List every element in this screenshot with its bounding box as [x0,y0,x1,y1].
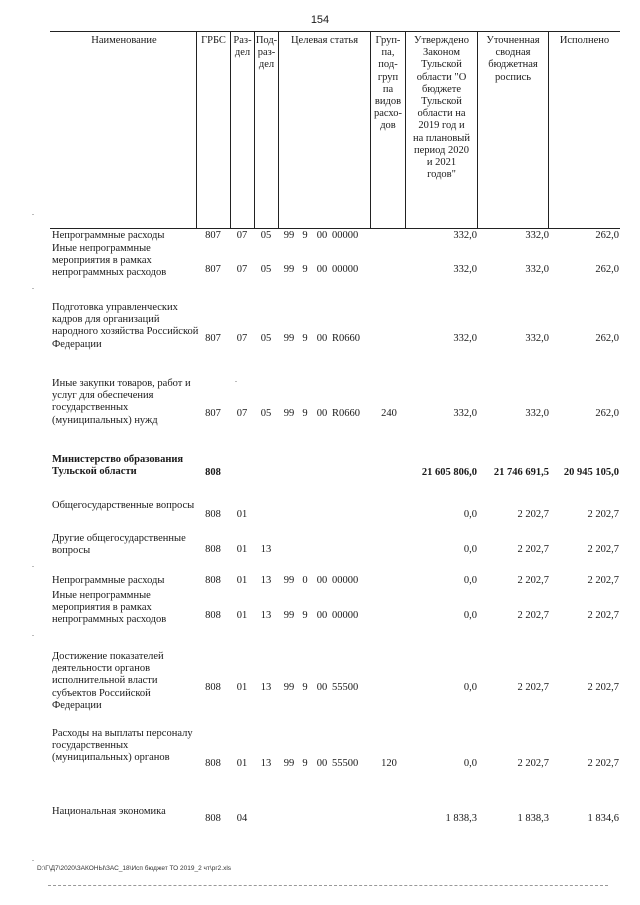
header-razdel: Раз- дел [233,35,252,59]
page-number: 154 [310,14,330,26]
row-podrazdel: 13 [260,610,272,621]
row-refined: 2 202,7 [517,758,549,769]
row-razdel: 01 [236,682,248,693]
row-name: Непрограммные расходы [52,575,165,586]
row-target-4: 00000 [332,264,359,275]
row-razdel: 07 [236,230,248,241]
row-approved: 0,0 [463,682,477,693]
row-executed: 2 202,7 [587,575,619,586]
row-executed: 1 834,6 [587,813,619,824]
row-approved: 0,0 [463,544,477,555]
row-refined: 332,0 [525,264,549,275]
row-executed: 262,0 [595,264,619,275]
row-target-2: 9 [302,333,308,344]
file-path-footer: D:\Г\Д7\2020\ЗАКОНЫ\ЗАС_18\Исп бюджет ТО 2019_2 чт\рг2.xls [37,865,232,872]
row-target-3: 00 [316,610,328,621]
row-target-4: R0660 [332,333,361,344]
row-executed: 262,0 [595,408,619,419]
row-podrazdel: 05 [260,333,272,344]
footer-rule [48,885,608,886]
row-podrazdel: 05 [260,230,272,241]
row-vid: 240 [381,408,397,419]
row-target-1: 99 [283,230,295,241]
row-podrazdel: 13 [260,544,272,555]
row-approved: 332,0 [453,408,477,419]
row-target-1: 99 [283,682,295,693]
row-grbs: 808 [205,610,221,621]
row-vid: 120 [381,758,397,769]
row-podrazdel: 05 [260,408,272,419]
row-executed: 2 202,7 [587,544,619,555]
row-target-2: 9 [302,682,308,693]
row-target-4: 00000 [332,230,359,241]
row-target-4: 00000 [332,575,359,586]
row-grbs: 808 [205,758,221,769]
row-approved: 1 838,3 [445,813,477,824]
row-grbs: 808 [205,682,221,693]
row-target-2: 9 [302,264,308,275]
row-name: Расходы на выплаты персоналу государственных (муниципальных) органов [52,728,193,764]
row-target-1: 99 [283,408,295,419]
row-name: Иные закупки товаров, работ и услуг для обеспечения государственных (муниципальных) нужд [52,378,191,426]
row-name: Национальная экономика [52,806,166,817]
row-razdel: 07 [236,408,248,419]
row-approved: 0,0 [463,509,477,520]
row-approved: 0,0 [463,610,477,621]
row-executed: 2 202,7 [587,758,619,769]
row-target-2: 9 [302,610,308,621]
row-podrazdel: 13 [260,758,272,769]
row-executed: 2 202,7 [587,509,619,520]
row-target-1: 99 [283,610,295,621]
row-target-3: 00 [316,230,328,241]
row-target-4: 00000 [332,610,359,621]
row-grbs: 807 [205,333,221,344]
row-grbs: 808 [205,544,221,555]
row-approved: 332,0 [453,264,477,275]
row-razdel: 07 [236,264,248,275]
row-name: Другие общегосударственные вопросы [52,533,186,557]
row-name: Министерство образования Тульской области [52,454,184,478]
row-grbs: 807 [205,408,221,419]
row-target-3: 00 [316,333,328,344]
row-razdel: 07 [236,333,248,344]
row-approved: 0,0 [463,575,477,586]
row-grbs: 807 [205,264,221,275]
row-approved: 21 605 806,0 [421,467,477,478]
row-name: Иные непрограммные мероприятия в рамках непрограммных расходов [52,243,167,279]
row-podrazdel: 13 [260,682,272,693]
row-refined: 21 746 691,5 [493,467,549,478]
header-executed: Исполнено [559,35,610,46]
row-approved: 332,0 [453,333,477,344]
scan-speck [235,381,237,382]
row-target-1: 99 [283,758,295,769]
row-razdel: 04 [236,813,248,824]
row-target-3: 00 [316,758,328,769]
scan-speck [32,288,34,289]
row-refined: 1 838,3 [517,813,549,824]
header-bottom-border [50,228,620,229]
row-executed: 262,0 [595,333,619,344]
header-divider [196,31,197,229]
row-executed: 262,0 [595,230,619,241]
row-executed: 2 202,7 [587,682,619,693]
scan-speck [32,635,34,636]
row-target-3: 00 [316,408,328,419]
row-refined: 332,0 [525,230,549,241]
row-target-4: R0660 [332,408,361,419]
scan-speck [32,860,34,861]
row-refined: 332,0 [525,408,549,419]
row-target-2: 9 [302,230,308,241]
header-grbs: ГРБС [201,35,226,46]
row-target-1: 99 [283,575,295,586]
header-divider [278,31,279,229]
row-name: Иные непрограммные мероприятия в рамках непрограммных расходов [52,590,167,626]
row-grbs: 807 [205,230,221,241]
row-podrazdel: 13 [260,575,272,586]
row-executed: 2 202,7 [587,610,619,621]
row-grbs: 808 [205,813,221,824]
row-razdel: 01 [236,509,248,520]
header-podrazdel: Под- раз- дел [255,35,278,71]
header-refined: Уточненная сводная бюджетная роспись [486,35,540,83]
row-target-1: 99 [283,264,295,275]
row-grbs: 808 [205,509,221,520]
row-approved: 332,0 [453,230,477,241]
row-grbs: 808 [205,467,221,478]
row-grbs: 808 [205,575,221,586]
row-refined: 2 202,7 [517,544,549,555]
row-refined: 332,0 [525,333,549,344]
row-name: Достижение показателей деятельности органов исполнительной власти субъектов Российской Федерации [52,651,164,711]
row-target-2: 9 [302,758,308,769]
row-razdel: 01 [236,610,248,621]
row-razdel: 01 [236,758,248,769]
row-name: Непрограммные расходы [52,230,165,241]
row-target-2: 9 [302,408,308,419]
header-divider [548,31,549,229]
header-approved: Утверждено Законом Тульской области "О бюджете Тульской области на 2019 год и на плановый период 2020 и 2021 годов" [413,35,470,181]
scan-speck [32,214,34,215]
row-target-1: 99 [283,333,295,344]
row-target-2: 0 [302,575,308,586]
row-refined: 2 202,7 [517,610,549,621]
header-divider [230,31,231,229]
header-top-border [50,31,620,32]
row-target-4: 55500 [332,682,359,693]
row-target-4: 55500 [332,758,359,769]
row-razdel: 01 [236,544,248,555]
row-podrazdel: 05 [260,264,272,275]
row-target-3: 00 [316,682,328,693]
row-name: Общегосударственные вопросы [52,500,195,511]
row-executed: 20 945 105,0 [563,467,619,478]
row-refined: 2 202,7 [517,682,549,693]
row-target-3: 00 [316,575,328,586]
row-name: Подготовка управленческих кадров для организаций народного хозяйства Российской Федерации [52,302,199,350]
row-target-3: 00 [316,264,328,275]
row-refined: 2 202,7 [517,575,549,586]
row-refined: 2 202,7 [517,509,549,520]
header-vid: Груп- па, под- груп па видов расхо- дов [373,35,403,132]
header-name: Наименование [91,35,157,46]
row-approved: 0,0 [463,758,477,769]
row-razdel: 01 [236,575,248,586]
scan-speck [32,566,34,567]
header-target: Целевая статья [290,35,359,46]
